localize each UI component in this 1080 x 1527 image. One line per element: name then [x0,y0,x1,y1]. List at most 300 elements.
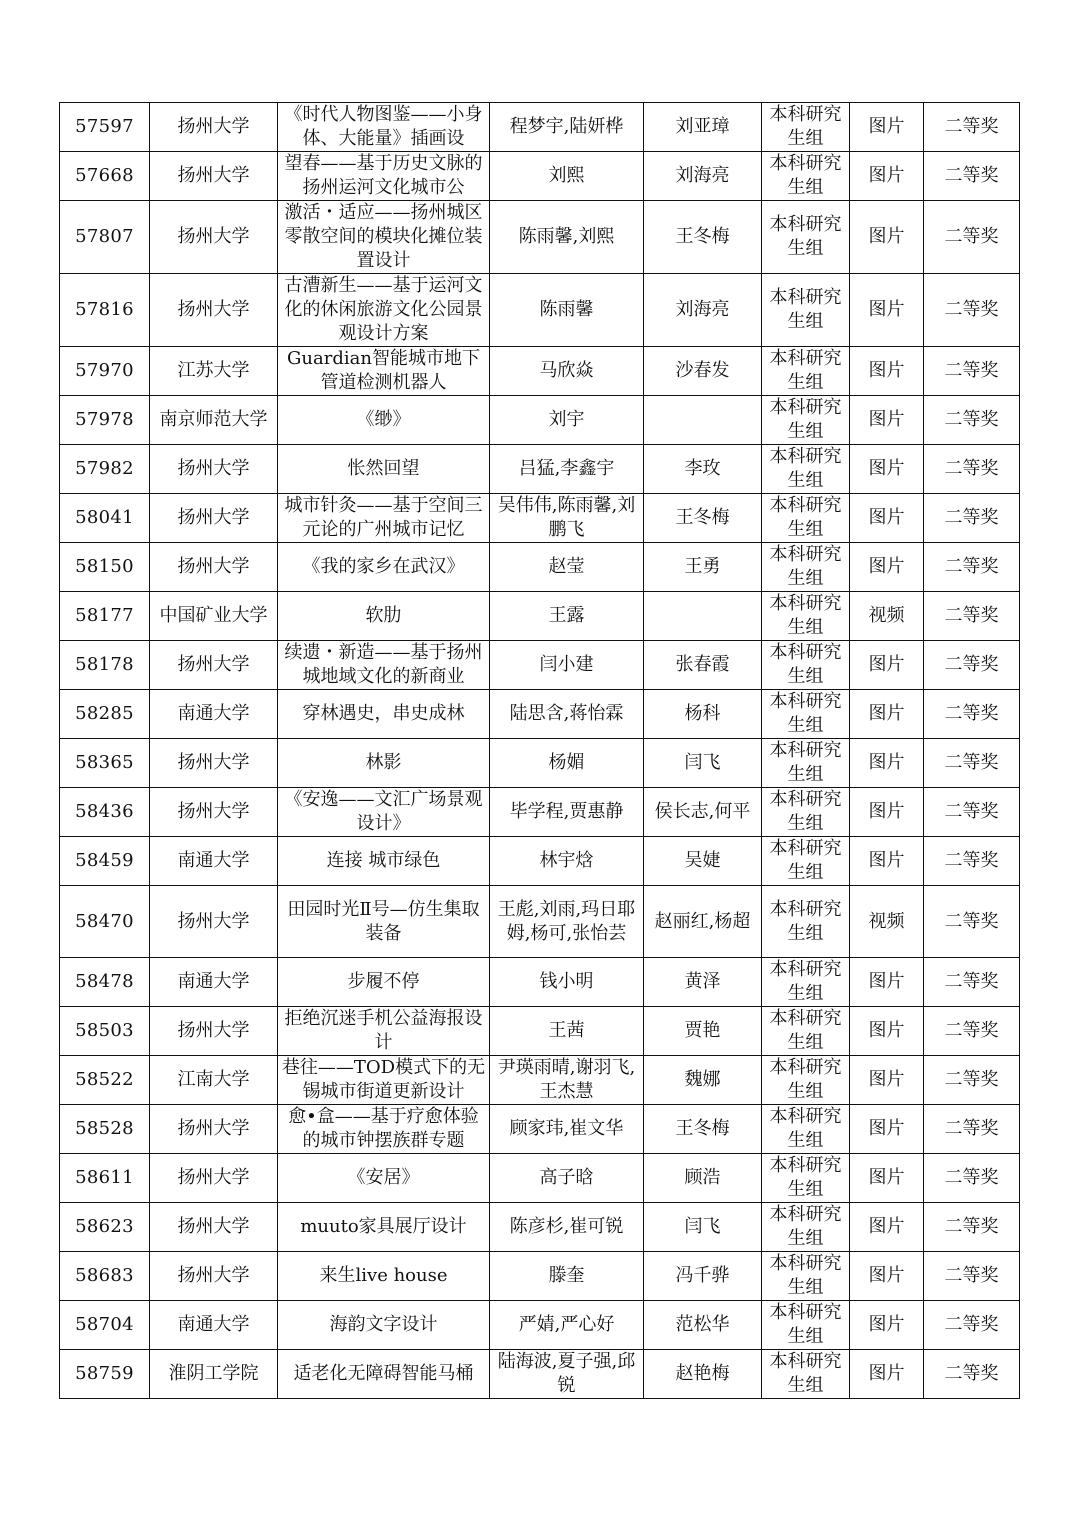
award-cell-text: 二等奖 [944,1363,999,1384]
title-cell [278,1301,490,1350]
authors-cell [490,494,644,543]
award-cell-text: 二等奖 [944,1265,999,1286]
id-cell [60,103,150,152]
table-row [60,958,1020,1007]
award-cell-text: 二等奖 [944,703,999,724]
category-cell-text: 图片 [868,556,905,577]
category-cell-text: 图片 [868,654,905,675]
category-cell [850,788,924,837]
category-cell [850,201,924,274]
id-cell-text: 58683 [75,1265,134,1286]
award-cell [924,1105,1020,1154]
advisor-cell-text: 赵丽红,杨超 [654,910,751,932]
school-cell [150,886,278,958]
award-cell [924,739,1020,788]
table-row [60,837,1020,886]
title-cell-text: 软肋 [365,605,402,626]
title-cell-text: 《安逸——文汇广场景观设计》 [284,789,483,834]
category-cell [850,1105,924,1154]
authors-cell [490,1056,644,1105]
school-cell [150,103,278,152]
authors-cell-text: 王茜 [548,1020,585,1041]
advisor-cell-text: 闫飞 [684,1216,721,1237]
award-cell [924,103,1020,152]
school-cell-text: 扬州大学 [177,1216,250,1237]
group-cell [762,641,850,690]
group-cell [762,396,850,445]
award-cell [924,958,1020,1007]
title-cell-text: 林影 [365,752,402,773]
title-cell [278,1350,490,1399]
id-cell [60,886,150,958]
advisor-cell-text: 魏娜 [684,1069,721,1090]
authors-cell [490,543,644,592]
school-cell-text: 扬州大学 [177,507,250,528]
group-cell-text: 本科研究生组 [769,1253,842,1298]
authors-cell [490,837,644,886]
advisor-cell [644,958,762,1007]
id-cell-text: 57970 [75,360,134,381]
award-table [59,102,1020,1399]
authors-cell [490,1350,644,1399]
group-cell-text: 本科研究生组 [769,446,842,491]
id-cell [60,347,150,396]
school-cell-text: 扬州大学 [177,165,250,186]
award-cell-text: 二等奖 [944,409,999,430]
school-cell [150,1105,278,1154]
title-cell-text: Guardian智能城市地下管道检测机器人 [287,348,480,393]
advisor-cell [644,445,762,494]
authors-cell [490,739,644,788]
group-cell [762,1056,850,1105]
id-cell-text: 58178 [75,654,134,675]
category-cell-text: 图片 [868,971,905,992]
id-cell [60,1203,150,1252]
authors-cell [490,103,644,152]
authors-cell-text: 吕猛,李鑫宇 [518,458,615,479]
advisor-cell-text: 黄泽 [684,971,721,992]
school-cell-text: 扬州大学 [177,801,250,822]
school-cell-text: 扬州大学 [177,1118,250,1139]
title-cell-text: 连接 城市绿色 [326,850,441,871]
category-cell-text: 图片 [868,1167,905,1188]
authors-cell-text: 王彪,刘雨,玛日耶姆,杨可,张怡芸 [497,898,636,944]
advisor-cell [644,1007,762,1056]
authors-cell-text: 马欣焱 [539,360,594,381]
title-cell-text: 望春——基于历史文脉的扬州运河文化城市公 [284,153,483,198]
school-cell-text: 扬州大学 [177,458,250,479]
group-cell [762,1007,850,1056]
authors-cell-text: 严婧,严心好 [518,1314,615,1335]
award-cell-text: 二等奖 [944,1167,999,1188]
group-cell-text: 本科研究生组 [769,642,842,687]
authors-cell [490,1252,644,1301]
school-cell [150,445,278,494]
id-cell-text: 58365 [75,752,134,773]
authors-cell-text: 顾家玮,崔文华 [509,1118,624,1139]
advisor-cell [644,347,762,396]
advisor-cell-text: 赵艳梅 [675,1363,730,1384]
category-cell [850,445,924,494]
table-row [60,1301,1020,1350]
advisor-cell-text: 顾浩 [684,1167,721,1188]
table-row [60,788,1020,837]
school-cell-text: 南通大学 [177,971,250,992]
authors-cell-text: 滕奎 [548,1265,585,1286]
id-cell [60,543,150,592]
authors-cell [490,592,644,641]
award-cell [924,543,1020,592]
advisor-cell [644,788,762,837]
category-cell [850,958,924,1007]
title-cell-text: 海韵文字设计 [329,1314,438,1335]
award-cell [924,592,1020,641]
category-cell [850,494,924,543]
group-cell-text: 本科研究生组 [769,287,842,332]
category-cell [850,739,924,788]
category-cell [850,592,924,641]
school-cell [150,347,278,396]
advisor-cell [644,886,762,958]
group-cell [762,690,850,739]
authors-cell-text: 赵莹 [548,556,585,577]
table-row [60,152,1020,201]
group-cell [762,347,850,396]
advisor-cell [644,690,762,739]
table-row [60,1350,1020,1399]
advisor-cell [644,1252,762,1301]
title-cell [278,958,490,1007]
category-cell [850,1252,924,1301]
category-cell-text: 图片 [868,1069,905,1090]
advisor-cell [644,494,762,543]
school-cell [150,1252,278,1301]
school-cell-text: 扬州大学 [177,226,250,247]
authors-cell [490,201,644,274]
authors-cell [490,1007,644,1056]
advisor-cell [644,152,762,201]
id-cell-text: 58522 [75,1069,134,1090]
group-cell [762,103,850,152]
id-cell-text: 58623 [75,1216,134,1237]
category-cell-text: 图片 [868,1118,905,1139]
title-cell [278,690,490,739]
authors-cell-text: 毕学程,贾惠静 [509,801,624,822]
school-cell-text: 扬州大学 [177,116,250,137]
advisor-cell-text: 范松华 [675,1314,730,1335]
title-cell-text: 城市针灸——基于空间三元论的广州城市记忆 [284,495,483,540]
school-cell [150,690,278,739]
title-cell [278,788,490,837]
advisor-cell-text: 刘亚璋 [675,116,730,137]
id-cell [60,1252,150,1301]
category-cell [850,1007,924,1056]
award-cell-text: 二等奖 [944,1216,999,1237]
title-cell [278,103,490,152]
award-cell [924,445,1020,494]
advisor-cell [644,1154,762,1203]
advisor-cell-text: 刘海亮 [675,299,730,320]
authors-cell [490,1154,644,1203]
authors-cell [490,152,644,201]
advisor-cell-text: 王冬梅 [675,226,730,247]
id-cell [60,837,150,886]
category-cell-text: 图片 [868,165,905,186]
category-cell [850,543,924,592]
id-cell [60,1056,150,1105]
id-cell-text: 58436 [75,801,134,822]
authors-cell-text: 吴伟伟,陈雨馨,刘鹏飞 [497,495,636,540]
id-cell-text: 58611 [75,1167,134,1188]
award-cell [924,494,1020,543]
advisor-cell-text: 王冬梅 [675,507,730,528]
title-cell [278,1203,490,1252]
group-cell [762,1301,850,1350]
group-cell-text: 本科研究生组 [769,1106,842,1151]
id-cell [60,1350,150,1399]
award-cell-text: 二等奖 [944,556,999,577]
award-cell-text: 二等奖 [944,1020,999,1041]
category-cell-text: 图片 [868,752,905,773]
category-cell-text: 图片 [868,299,905,320]
advisor-cell [644,739,762,788]
group-cell-text: 本科研究生组 [769,214,842,259]
school-cell-text: 南通大学 [177,850,250,871]
award-cell [924,837,1020,886]
id-cell [60,494,150,543]
group-cell-text: 本科研究生组 [769,495,842,540]
school-cell-text: 扬州大学 [177,1020,250,1041]
title-cell-text: 巷往——TOD模式下的无锡城市街道更新设计 [281,1057,486,1102]
category-cell-text: 图片 [868,116,905,137]
title-cell [278,1056,490,1105]
school-cell-text: 扬州大学 [177,556,250,577]
advisor-cell-text: 贾艳 [684,1020,721,1041]
category-cell [850,103,924,152]
group-cell-text: 本科研究生组 [769,153,842,198]
advisor-cell [644,641,762,690]
advisor-cell [644,274,762,347]
group-cell [762,543,850,592]
id-cell [60,1105,150,1154]
category-cell [850,641,924,690]
award-cell-text: 二等奖 [944,165,999,186]
title-cell [278,886,490,958]
authors-cell-text: 钱小明 [539,971,594,992]
school-cell [150,494,278,543]
category-cell-text: 图片 [868,1363,905,1384]
title-cell [278,274,490,347]
award-cell-text: 二等奖 [944,971,999,992]
category-cell [850,837,924,886]
title-cell-text: muuto家具展厅设计 [300,1216,467,1237]
school-cell-text: 南京师范大学 [159,409,268,430]
award-cell [924,886,1020,958]
authors-cell-text: 闫小建 [539,654,594,675]
category-cell-text: 图片 [868,226,905,247]
school-cell [150,1007,278,1056]
authors-cell [490,1301,644,1350]
group-cell-text: 本科研究生组 [769,593,842,638]
school-cell-text: 扬州大学 [177,1265,250,1286]
group-cell-text: 本科研究生组 [769,898,842,944]
school-cell [150,1154,278,1203]
authors-cell-text: 王露 [548,605,585,626]
advisor-cell-text: 沙春发 [675,360,730,381]
authors-cell-text: 程梦宇,陆妍桦 [509,116,624,137]
category-cell-text: 视频 [868,605,905,626]
school-cell-text: 扬州大学 [177,752,250,773]
table-row [60,543,1020,592]
authors-cell-text: 林宇焓 [539,850,594,871]
group-cell [762,1105,850,1154]
id-cell-text: 58150 [75,556,134,577]
school-cell [150,201,278,274]
table-row [60,641,1020,690]
category-cell [850,152,924,201]
id-cell-text: 58478 [75,971,134,992]
category-cell-text: 图片 [868,458,905,479]
title-cell-text: 怅然回望 [347,458,420,479]
award-cell [924,347,1020,396]
category-cell-text: 图片 [868,801,905,822]
id-cell [60,152,150,201]
award-cell [924,1301,1020,1350]
title-cell-text: 来生live house [319,1265,448,1286]
id-cell-text: 57978 [75,409,134,430]
category-cell-text: 图片 [868,1265,905,1286]
category-cell-text: 图片 [868,850,905,871]
award-cell-text: 二等奖 [944,226,999,247]
title-cell-text: 古漕新生——基于运河文化的休闲旅游文化公园景观设计方案 [284,275,483,344]
id-cell-text: 58704 [75,1314,134,1335]
advisor-cell-text: 李玫 [684,458,721,479]
authors-cell [490,886,644,958]
group-cell-text: 本科研究生组 [769,1351,842,1396]
group-cell [762,739,850,788]
group-cell-text: 本科研究生组 [769,397,842,442]
authors-cell [490,274,644,347]
group-cell [762,445,850,494]
group-cell [762,958,850,1007]
group-cell-text: 本科研究生组 [769,104,842,149]
title-cell [278,837,490,886]
advisor-cell [644,396,762,445]
advisor-cell-text: 吴婕 [684,850,721,871]
award-cell [924,788,1020,837]
id-cell [60,396,150,445]
authors-cell-text: 刘宇 [548,409,585,430]
award-cell-text: 二等奖 [944,850,999,871]
id-cell-text: 57807 [75,226,134,247]
table-row [60,1007,1020,1056]
category-cell [850,1056,924,1105]
authors-cell [490,445,644,494]
id-cell-text: 58177 [75,605,134,626]
authors-cell [490,690,644,739]
advisor-cell [644,201,762,274]
id-cell-text: 58285 [75,703,134,724]
table-row [60,445,1020,494]
school-cell-text: 扬州大学 [177,299,250,320]
category-cell-text: 图片 [868,409,905,430]
table-row [60,1252,1020,1301]
advisor-cell [644,1203,762,1252]
authors-cell-text: 陈雨馨 [539,299,594,320]
award-cell-text: 二等奖 [944,1314,999,1335]
school-cell-text: 扬州大学 [177,910,250,932]
award-cell-text: 二等奖 [944,801,999,822]
advisor-cell [644,543,762,592]
group-cell-text: 本科研究生组 [769,789,842,834]
authors-cell-text: 陆思含,蒋怡霖 [509,703,624,724]
school-cell [150,1056,278,1105]
award-cell [924,1203,1020,1252]
title-cell [278,592,490,641]
table-row [60,103,1020,152]
award-cell [924,201,1020,274]
category-cell [850,274,924,347]
award-cell-text: 二等奖 [944,299,999,320]
school-cell-text: 江南大学 [177,1069,250,1090]
school-cell [150,592,278,641]
title-cell-text: 《缈》 [356,409,411,430]
group-cell-text: 本科研究生组 [769,1155,842,1200]
title-cell-text: 《安居》 [347,1167,420,1188]
group-cell-text: 本科研究生组 [769,838,842,883]
authors-cell-text: 陈彦杉,崔可锐 [509,1216,624,1237]
group-cell [762,1203,850,1252]
authors-cell [490,1203,644,1252]
table-row [60,690,1020,739]
id-cell-text: 58470 [75,910,134,932]
authors-cell [490,396,644,445]
advisor-cell [644,592,762,641]
id-cell [60,690,150,739]
category-cell-text: 图片 [868,507,905,528]
category-cell [850,1154,924,1203]
group-cell-text: 本科研究生组 [769,1008,842,1053]
group-cell-text: 本科研究生组 [769,959,842,1004]
advisor-cell [644,103,762,152]
category-cell-text: 视频 [868,910,905,932]
table-row [60,592,1020,641]
group-cell [762,886,850,958]
advisor-cell-text: 杨科 [684,703,721,724]
group-cell [762,1350,850,1399]
award-cell [924,1056,1020,1105]
title-cell-text: 《时代人物图鉴——小身体、大能量》插画设 [284,104,483,149]
id-cell [60,592,150,641]
title-cell-text: 激活・适应——扬州城区零散空间的模块化摊位装置设计 [284,202,483,271]
id-cell-text: 58528 [75,1118,134,1139]
id-cell [60,739,150,788]
authors-cell [490,1105,644,1154]
award-cell [924,152,1020,201]
title-cell-text: 穿林遇史，串史成林 [302,703,465,724]
advisor-cell-text: 王勇 [684,556,721,577]
school-cell [150,1350,278,1399]
award-cell [924,641,1020,690]
title-cell [278,445,490,494]
award-cell [924,274,1020,347]
table-body [60,103,1020,1399]
award-cell [924,1007,1020,1056]
award-cell [924,1350,1020,1399]
school-cell [150,788,278,837]
award-cell-text: 二等奖 [944,507,999,528]
group-cell [762,1154,850,1203]
